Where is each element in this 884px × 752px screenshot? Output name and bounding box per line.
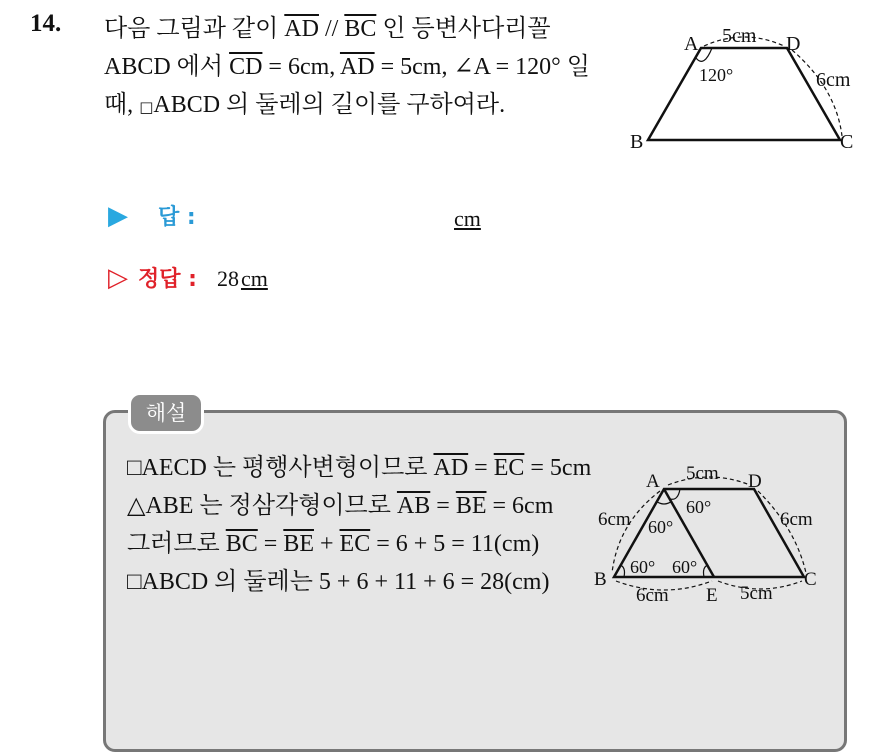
parallel-symbol: // <box>318 16 345 42</box>
segment-bc: $\overline{BC}$ <box>225 531 258 557</box>
solution-text <box>127 449 597 601</box>
length-label: 5cm <box>686 463 719 484</box>
segment-ec: $\overline{EC}$ <box>493 455 525 481</box>
solution-figure <box>590 455 830 615</box>
vertex-a: A <box>646 471 660 492</box>
segment-ec: $\overline{EC}$ <box>339 531 371 557</box>
question-text-part: 인 등변사다리꼴 ABCD 에서 <box>104 16 551 80</box>
segment-be: $\overline{BE}$ <box>455 493 487 519</box>
length-label: 6cm <box>780 509 813 530</box>
vertex-d: D <box>748 471 762 492</box>
answer-label: 답 : <box>158 205 196 230</box>
angle-label: 60° <box>672 557 698 577</box>
angle-label: 120° <box>699 65 734 85</box>
solution-text-part: = <box>257 531 284 557</box>
correct-marker-icon: ▷ <box>108 263 128 293</box>
segment-ad: $\overline{AD}$ <box>284 16 319 42</box>
solution-text-part: △ABE 는 정삼각형이므로 <box>127 493 397 519</box>
segment-be: $\overline{BE}$ <box>283 531 314 557</box>
solution-text-part: = <box>430 493 456 519</box>
length-label: 6cm <box>598 509 631 530</box>
question-text <box>104 10 614 126</box>
correct-value: 28 <box>216 266 239 291</box>
question-number: 14. <box>30 10 62 37</box>
solution-text-part: □AECD 는 평행사변형이므로 <box>127 455 434 481</box>
vertex-e: E <box>706 585 718 606</box>
angle-label: 60° <box>648 517 674 537</box>
length-label: 6cm <box>636 585 669 606</box>
answer-unit: cm <box>454 206 481 231</box>
segment-ad: $\overline{AD}$ <box>433 455 469 481</box>
segment-cd: $\overline{CD}$ <box>229 54 263 80</box>
trapezoid-figure <box>620 20 870 155</box>
vertex-a: A <box>684 33 699 55</box>
solution-text-part: = 5cm <box>524 455 592 481</box>
solution-text-part: □ABCD 의 둘레는 5 + 6 + 11 + 6 = 28(cm) <box>127 569 550 595</box>
solution-tag: 해설 <box>128 392 204 434</box>
segment-bc: $\overline{BC}$ <box>344 16 377 42</box>
question-text-part: 다음 그림과 같이 <box>104 16 285 42</box>
angle-label: 60° <box>630 557 656 577</box>
solution-text-part: + <box>313 531 340 557</box>
vertex-d: D <box>786 33 801 55</box>
length-label: 6cm <box>816 69 851 91</box>
length-label: 5cm <box>722 25 757 47</box>
solution-text-part: = 6 + 5 = 11(cm) <box>370 531 540 557</box>
angle-arc <box>656 501 672 504</box>
square-symbol: □ <box>139 98 154 116</box>
question-text-part: = 5cm, ∠A = 120° 일 때, <box>104 54 590 118</box>
vertex-c: C <box>840 131 854 153</box>
solution-text-part: = <box>468 455 494 481</box>
vertex-b: B <box>594 569 607 590</box>
arc-dashed <box>792 50 842 136</box>
arc-dashed <box>758 491 806 573</box>
angle-label: 60° <box>686 497 712 517</box>
solution-text-part: = 6cm <box>486 493 554 519</box>
angle-arc <box>670 489 680 499</box>
trapezoid-shape <box>648 48 840 140</box>
correct-unit: cm <box>240 266 268 291</box>
segment-ad: $\overline{AD}$ <box>339 54 375 80</box>
question-text-part: = 6cm, <box>262 54 340 80</box>
question-text-part: ABCD 의 둘레의 길이를 구하여라. <box>153 92 506 118</box>
answer-row <box>108 200 481 231</box>
segment-ab: $\overline{AB}$ <box>396 493 431 519</box>
solution-text-part: 그러므로 <box>127 531 226 557</box>
answer-marker-icon: ▶ <box>108 201 128 231</box>
correct-label: 정답 : <box>138 267 197 292</box>
length-label: 5cm <box>740 583 773 604</box>
correct-answer-row <box>108 262 268 293</box>
vertex-c: C <box>804 569 817 590</box>
vertex-b: B <box>630 131 644 153</box>
